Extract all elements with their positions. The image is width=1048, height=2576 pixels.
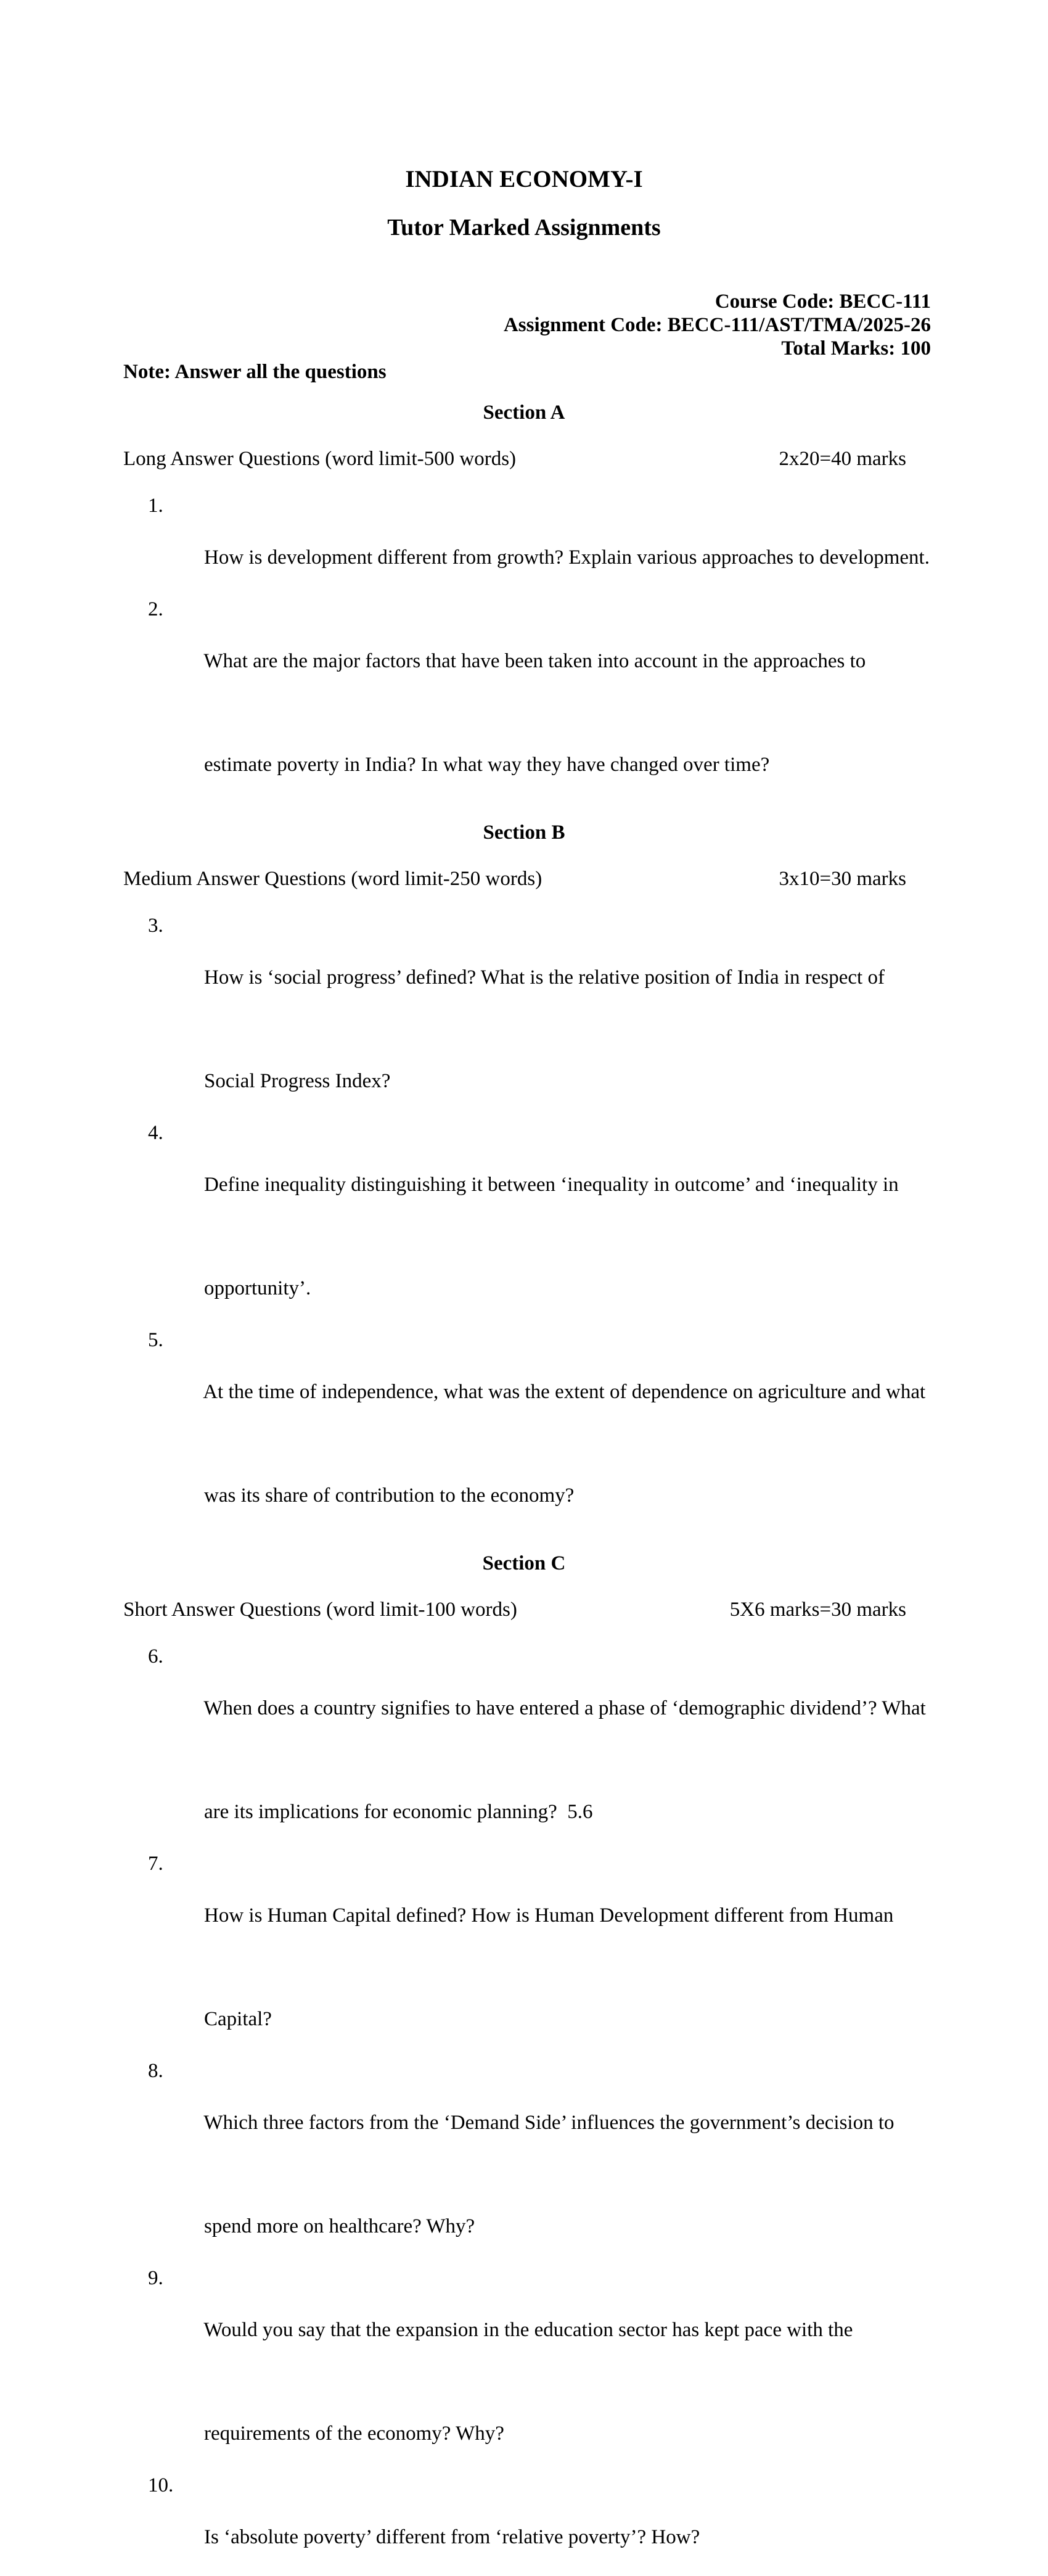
document-section (0, 400, 1048, 804)
question-line (0, 1120, 1048, 1224)
marks-label: 5X6 marks=30 marks (729, 1599, 906, 1621)
document-title: INDIAN ECONOMY-I (405, 166, 643, 192)
question-line (0, 1851, 1048, 1954)
question-text: How is Human Capital defined? How is Human Development different from Human (204, 1904, 894, 1927)
question-text: How is development different from growth? Explain various approaches to development. (204, 546, 930, 569)
question-type-label: Medium Answer Questions (word limit-250 words) (123, 868, 542, 890)
question-text: spend more on healthcare? Why? (204, 2215, 475, 2237)
question-text: estimate poverty in India? In what way they have changed over time? (204, 754, 770, 776)
question-text: Which three factors from the ‘Demand Side’ influences the government’s decision to (203, 2112, 894, 2134)
question-number: 1. (148, 495, 163, 517)
question-text: Is ‘absolute poverty’ different from ‘relative poverty’? How? (204, 2526, 700, 2548)
question-line (0, 2162, 1048, 2265)
question-number: 3. (148, 915, 163, 937)
question-line (0, 1224, 1048, 1327)
marks-label: 3x10=30 marks (779, 868, 906, 890)
question-text: At the time of independence, what was the extent of dependence on agriculture and what (203, 1381, 926, 1403)
section-heading: Section A (483, 401, 565, 424)
question-line (0, 2265, 1048, 2369)
question-line (0, 2472, 1048, 2576)
document-section (0, 820, 1048, 1534)
question-number: 7. (148, 1853, 163, 1875)
question-text: Social Progress Index? (204, 1070, 391, 1092)
marks-label: 2x20=40 marks (779, 448, 906, 470)
question-line (0, 1016, 1048, 1120)
section-type-line (0, 1597, 1048, 1623)
question-line (0, 1327, 1048, 1431)
question-line (0, 700, 1048, 804)
question-line (0, 2058, 1048, 2162)
question-line (0, 1747, 1048, 1851)
question-text: How is ‘social progress’ defined? What is the relative position of India in respect of (204, 966, 885, 989)
document-section (0, 1550, 1048, 2576)
question-type-label: Long Answer Questions (word limit-500 words) (123, 448, 517, 470)
question-number: 4. (148, 1122, 163, 1144)
question-number: 6. (148, 1645, 163, 1668)
section-type-line (0, 446, 1048, 472)
total-marks-line: Total Marks: 100 (781, 337, 931, 360)
question-number: 10. (148, 2474, 174, 2496)
question-line (0, 1431, 1048, 1534)
course-code-line: Course Code: BECC-111 (714, 290, 931, 313)
document-subtitle: Tutor Marked Assignments (387, 215, 661, 241)
question-text: When does a country signifies to have entered a phase of ‘demographic dividend’? What (203, 1697, 926, 1719)
note-line: Note: Answer all the questions (123, 361, 387, 383)
assignment-meta-block (0, 290, 1048, 360)
question-text: What are the major factors that have been taken into account in the approaches to (203, 650, 866, 672)
question-line (0, 493, 1048, 596)
question-text: was its share of contribution to the economy? (204, 1484, 575, 1507)
assignment-document-page (0, 166, 1048, 2548)
question-number: 9. (148, 2267, 163, 2289)
question-text: opportunity’. (204, 1277, 311, 1299)
section-heading: Section B (483, 821, 565, 844)
question-number: 2. (148, 598, 163, 620)
question-text: are its implications for economic planning? 5.6 (204, 1801, 593, 1823)
question-number: 8. (148, 2060, 163, 2082)
question-line (0, 596, 1048, 700)
question-text: Would you say that the expansion in the education sector has kept pace with the (203, 2319, 853, 2341)
question-list (0, 913, 1048, 1534)
question-line (0, 2369, 1048, 2472)
assignment-code-line: Assignment Code: BECC-111/AST/TMA/2025-26 (503, 314, 931, 336)
section-heading: Section C (482, 1552, 566, 1574)
question-line (0, 1644, 1048, 1747)
question-line (0, 1954, 1048, 2058)
section-type-line (0, 866, 1048, 892)
sections-container (0, 400, 1048, 2576)
question-type-label: Short Answer Questions (word limit-100 words) (123, 1599, 517, 1621)
question-text: Define inequality distinguishing it between ‘inequality in outcome’ and ‘inequality in (204, 1174, 899, 1196)
question-list (0, 1644, 1048, 2576)
question-line (0, 913, 1048, 1016)
question-text: Capital? (204, 2008, 272, 2030)
question-text: requirements of the economy? Why? (204, 2422, 504, 2445)
question-number: 5. (148, 1329, 163, 1351)
question-list (0, 493, 1048, 804)
